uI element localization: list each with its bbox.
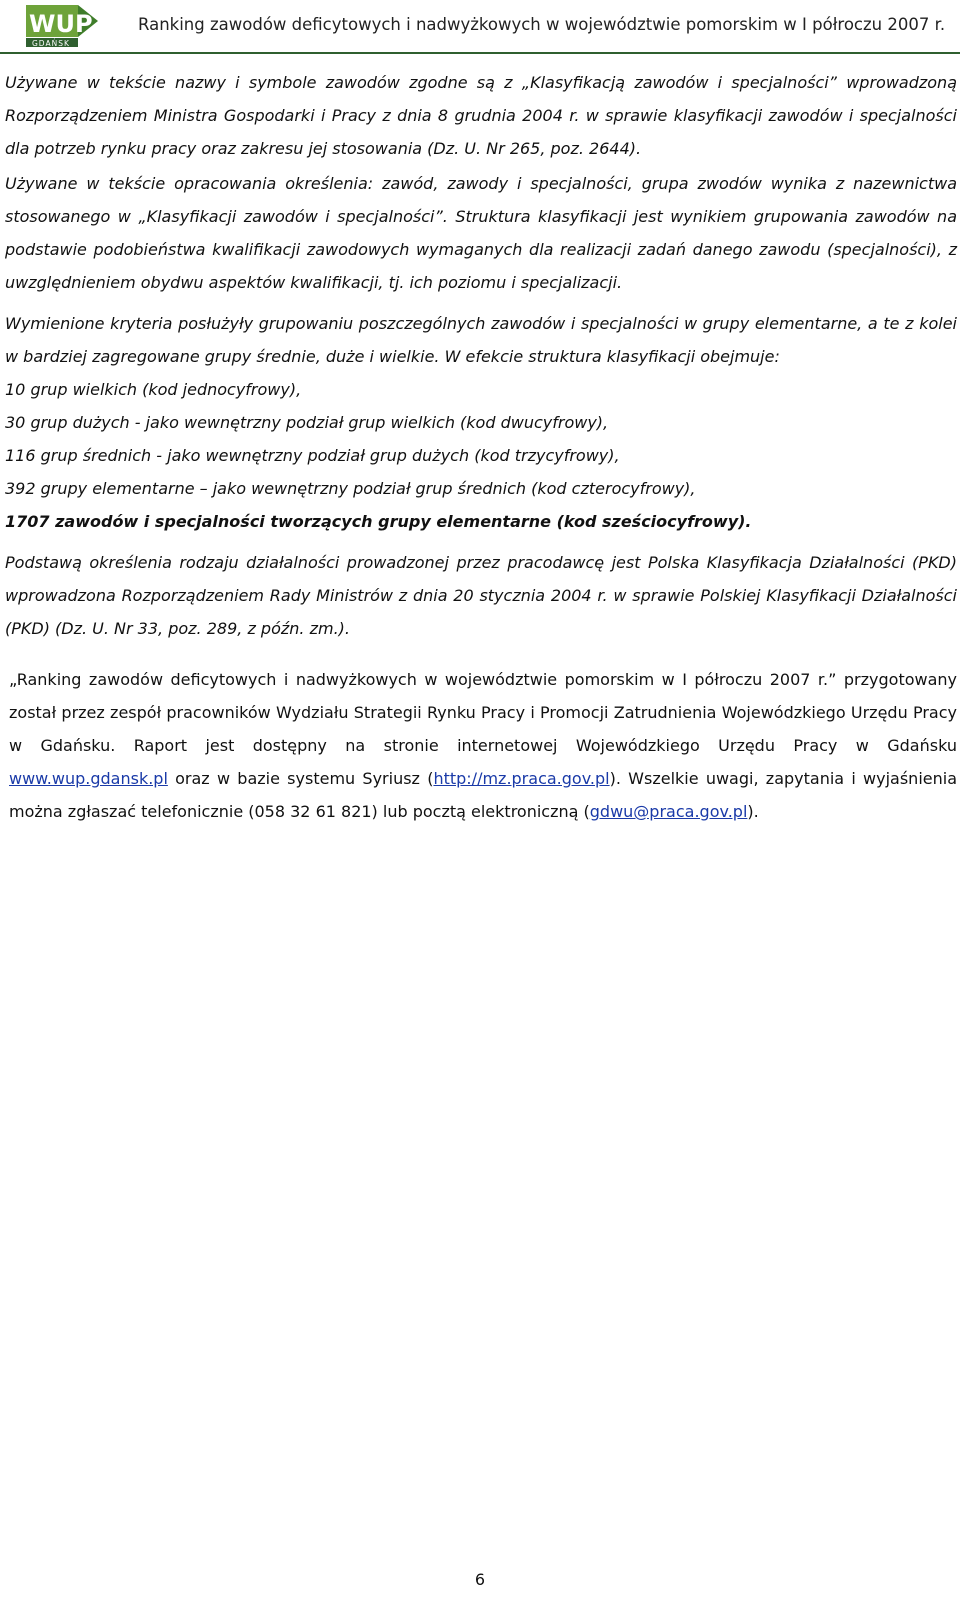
paragraph-criteria: Wymienione kryteria posłużyły grupowaniu poszczególnych zawodów i specjalności w grupy elementarne, a te z kolei w bardziej zagregowane grupy średnie, duże i wielkie. W efekcie struktura klasyfikacji obejmuje: [5, 314, 957, 366]
list-item: 392 grupy elementarne – jako wewnętrzny podział grup średnich (kod czterocyfrowy), [5, 479, 696, 498]
document-body [5, 58, 957, 828]
page-number: 6 [474, 1570, 486, 1589]
page-header [0, 0, 960, 54]
link-syriusz[interactable]: http://mz.praca.gov.pl [433, 769, 610, 788]
paragraph-report-info [5, 663, 957, 828]
report-text: oraz w bazie systemu Syriusz ( [167, 769, 434, 788]
list-item-bold: 1707 zawodów i specjalności tworzących grupy elementarne (kod sześciocyfrowy). [5, 512, 752, 531]
list-item: 30 grup dużych - jako wewnętrzny podział grup wielkich (kod dwucyfrowy), [5, 413, 609, 432]
list-item: 116 grup średnich - jako wewnętrzny podział grup dużych (kod trzycyfrowy), [5, 446, 620, 465]
list-item: 10 grup wielkich (kod jednocyfrowy), [5, 380, 302, 399]
report-text: ). Wszelkie uwagi, zapytania i wyjaśnienia można zgłaszać telefonicznie (058 32 61 821) lub pocztą elektroniczną ( [9, 769, 957, 821]
report-text: „Ranking zawodów deficytowych i nadwyżkowych w województwie pomorskim w I półroczu 2007 r.” przygotowany został przez zespół pracowników Wydziału Strategii Rynku Pracy i Promocji Zatrudnienia Wojewódzkiego Urzędu Pracy w Gdańsku. Raport jest dostępny na stronie internetowej Wojewódzkiego Urzędu Pracy w Gdańsku [9, 670, 957, 755]
link-wup-website[interactable]: www.wup.gdansk.pl [9, 769, 168, 788]
logo-subtext: GDAŃSK [32, 39, 70, 48]
header-divider [0, 52, 960, 54]
paragraph-classification-source: Używane w tekście nazwy i symbole zawodów zgodne są z „Klasyfikacją zawodów i specjalności” wprowadzoną Rozporządzeniem Ministra Gospodarki i Pracy z dnia 8 grudnia 2004 r. w sprawie klasyfikacji zawodów i specjalności dla potrzeb rynku pracy oraz zakresu jej stosowania (Dz. U. Nr 265, poz. 2644). [5, 73, 957, 158]
paragraph-pkd: Podstawą określenia rodzaju działalności prowadzonej przez pracodawcę jest Polska Klasyfikacja Działalności (PKD) wprowadzona Rozporządzeniem Rady Ministrów z dnia 20 stycznia 2004 r. w sprawie Polskiej Klasyfikacji Działalności (PKD) (Dz. U. Nr 33, poz. 289, z późn. zm.). [5, 553, 957, 638]
link-email[interactable]: gdwu@praca.gov.pl [589, 802, 748, 821]
logo-text: WUP [29, 10, 93, 38]
wup-logo [24, 3, 100, 49]
header-title: Ranking zawodów deficytowych i nadwyżkowych w województwie pomorskim w I półroczu 2007 r. [138, 15, 946, 34]
structure-list [5, 373, 957, 538]
paragraph-terms: Używane w tekście opracowania określenia: zawód, zawody i specjalności, grupa zwodów wynika z nazewnictwa stosowanego w „Klasyfikacji zawodów i specjalności”. Struktura klasyfikacji jest wynikiem grupowania zawodów na podstawie podobieństwa kwalifikacji zawodowych wymaganych dla realizacji zadań danego zawodu (specjalności), z uwzględnieniem obydwu aspektów kwalifikacji, tj. ich poziomu i specjalizacji. [5, 174, 957, 292]
report-text: ). [747, 802, 759, 821]
